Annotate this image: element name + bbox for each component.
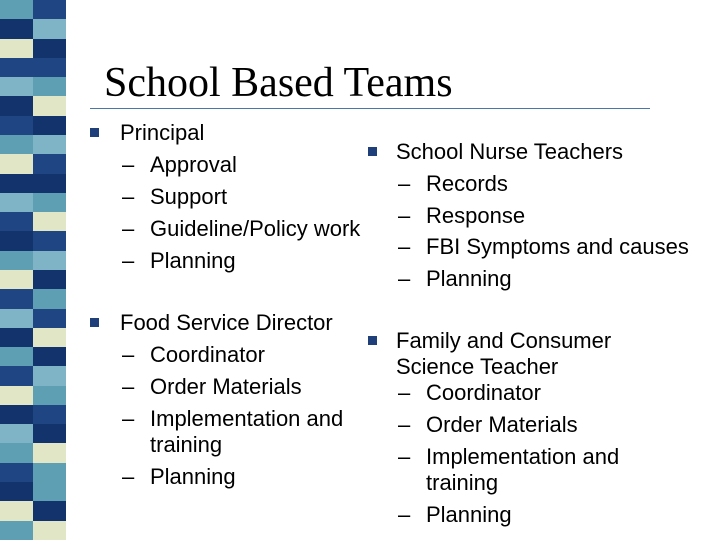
square-bullet-icon [368, 336, 377, 345]
dash-marker: – [122, 216, 135, 241]
sub-item-text: Planning [150, 248, 236, 273]
sub-item [398, 231, 689, 262]
dash-marker: – [398, 171, 411, 196]
sub-item-text: Planning [426, 265, 512, 291]
sub-item-text: Coordinator [426, 380, 541, 405]
sub-item [122, 213, 361, 244]
sub-item-text: Order Materials [426, 412, 578, 437]
square-bullet-icon [90, 318, 99, 327]
slide-title: School Based Teams [104, 60, 453, 106]
sub-item-text: Planning [426, 502, 512, 527]
sub-item [398, 409, 578, 440]
section-heading: School Nurse Teachers [396, 139, 624, 164]
dash-marker: – [398, 234, 411, 259]
sub-item-text: Records [426, 171, 508, 196]
section-heading: Food Service Director [120, 310, 333, 335]
sub-item-text: Implementation and [426, 444, 620, 469]
sub-item [398, 200, 526, 231]
sub-item [122, 461, 236, 492]
dash-marker: – [122, 374, 135, 399]
dash-marker: – [398, 412, 411, 437]
dash-marker: – [398, 380, 411, 405]
sub-item [398, 441, 620, 472]
dash-marker: – [122, 248, 135, 273]
sub-item-text: Planning [150, 464, 236, 489]
square-bullet-icon [90, 128, 99, 137]
dash-marker: – [122, 406, 135, 431]
sub-item-text: training [150, 432, 223, 457]
title-underline [90, 108, 650, 109]
sub-item [398, 377, 541, 408]
sub-item-text: training [426, 470, 499, 495]
sub-item-text: Guideline/Policy work [150, 216, 361, 241]
sub-item-text: Coordinator [150, 342, 265, 367]
dash-marker: – [398, 444, 411, 469]
dash-marker: – [122, 152, 135, 177]
section-heading: Family and Consumer [396, 328, 612, 353]
section-heading: Science Teacher [396, 354, 559, 379]
section-heading: Principal [120, 120, 205, 145]
dash-marker: – [398, 202, 411, 228]
sub-item-text: Response [426, 202, 526, 228]
dash-marker: – [398, 502, 411, 527]
sub-item-text: Approval [150, 152, 237, 177]
sub-item [398, 263, 512, 294]
dash-marker: – [122, 342, 135, 367]
sub-item [122, 181, 228, 212]
dash-marker: – [398, 265, 411, 291]
sub-item-text: FBI Symptoms and causes [426, 234, 689, 259]
sub-item [398, 499, 512, 530]
sub-item-text: Support [150, 184, 228, 209]
sub-item [122, 149, 237, 180]
sub-item [398, 168, 508, 199]
dash-marker: – [122, 464, 135, 489]
sub-item [122, 403, 344, 434]
sub-item [122, 339, 265, 370]
dash-marker: – [122, 184, 135, 209]
sub-item-text: Implementation and [150, 406, 344, 431]
square-bullet-icon [368, 147, 377, 156]
sub-item-text: Order Materials [150, 374, 302, 399]
decorative-side-stripe [0, 0, 66, 540]
sub-item [122, 371, 302, 402]
sub-item [122, 245, 236, 276]
